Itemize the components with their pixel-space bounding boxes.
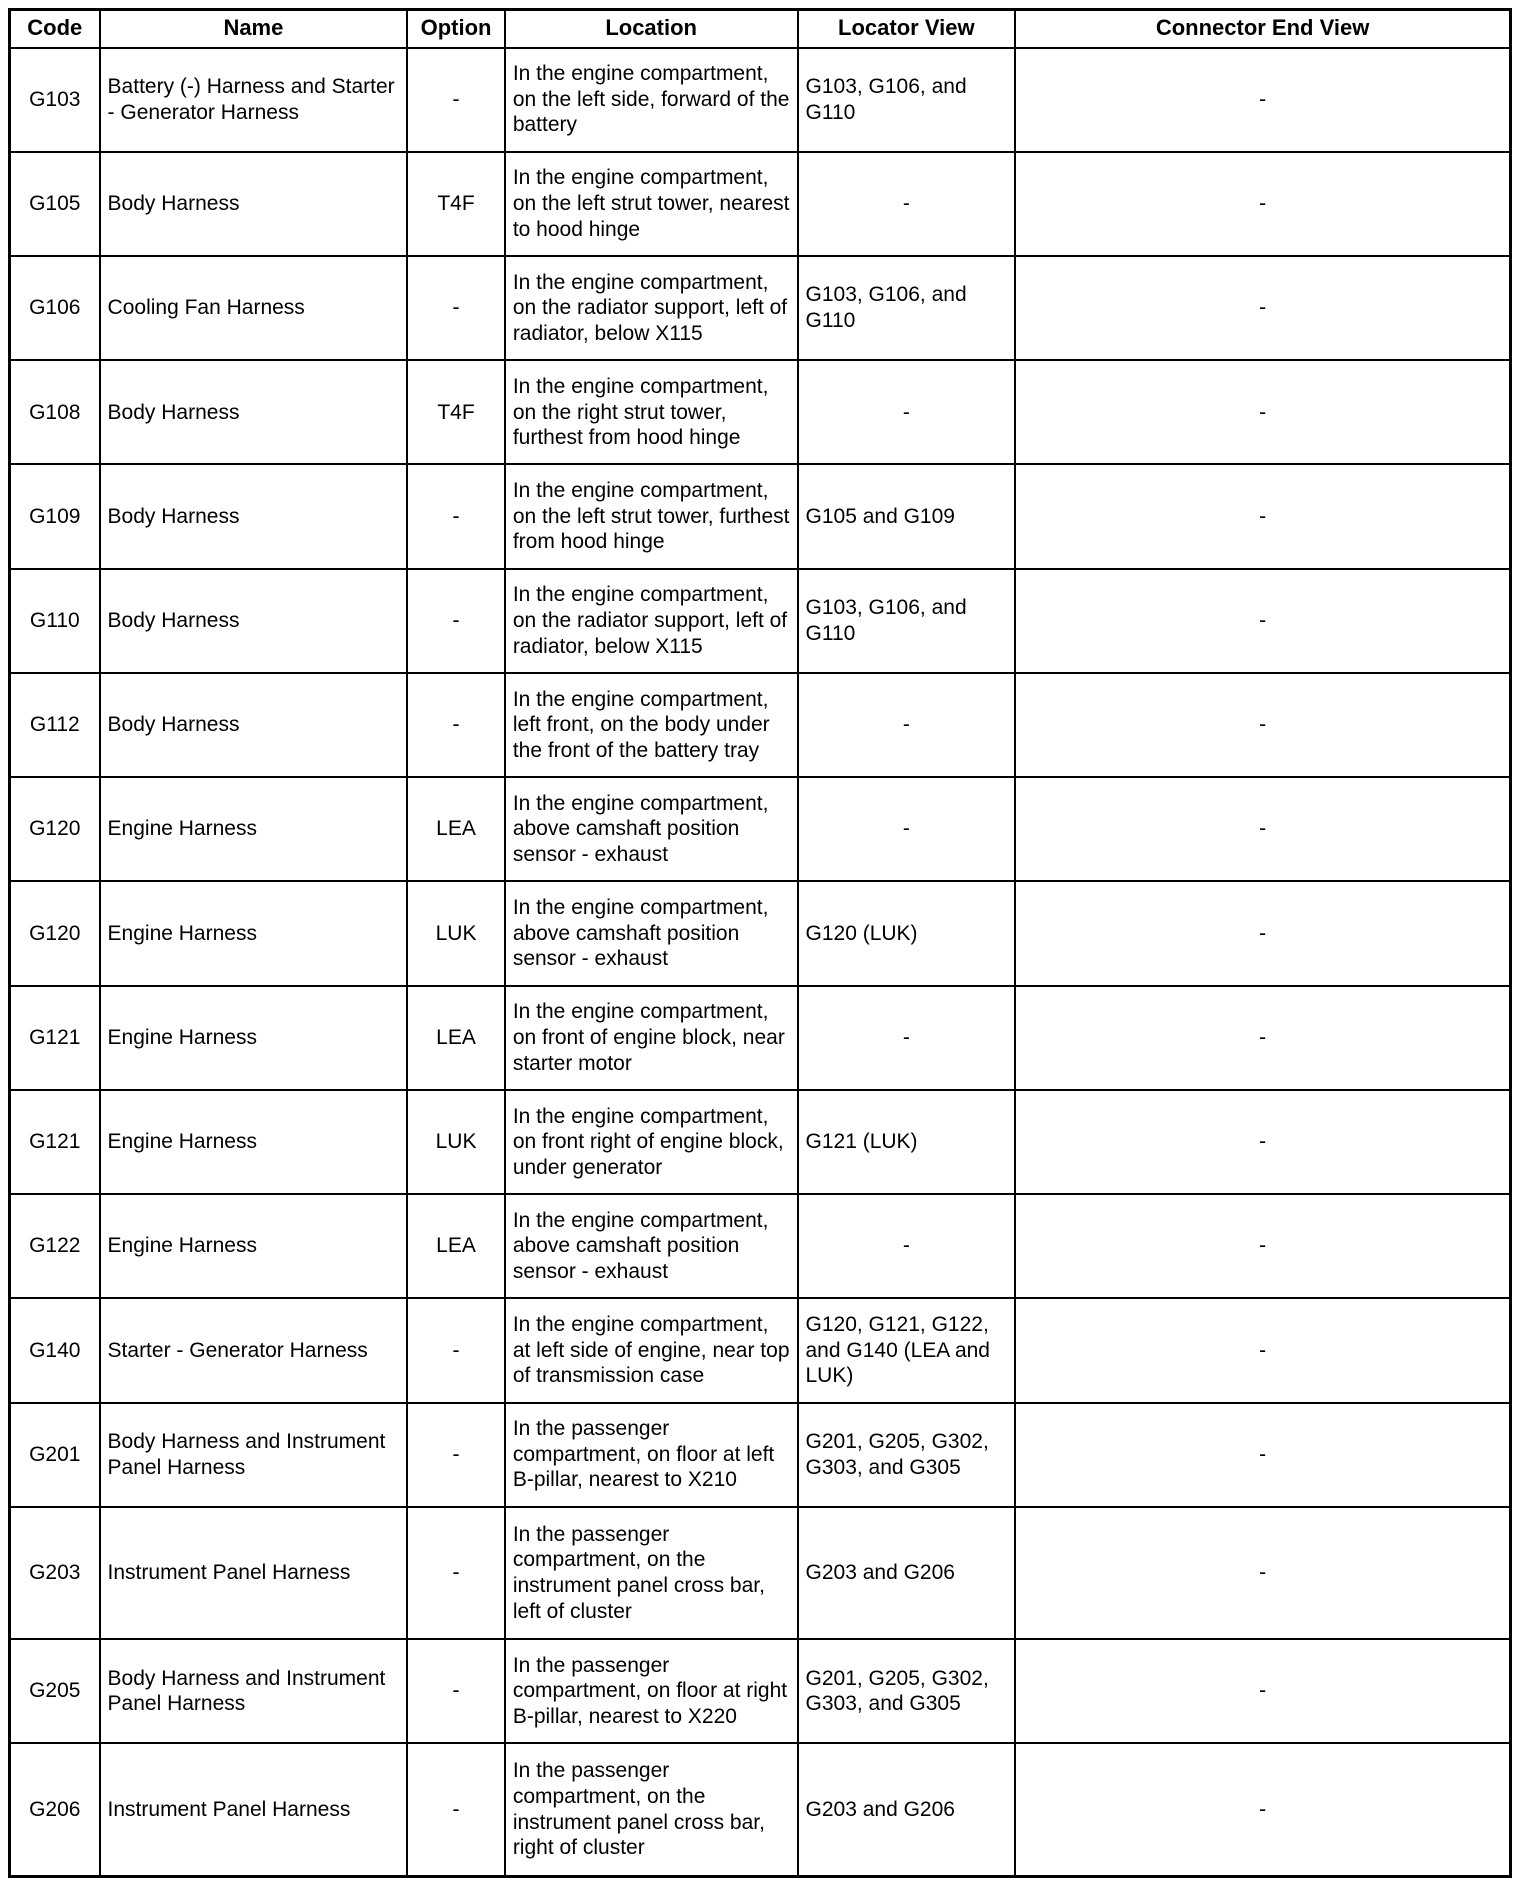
cell-locator-view: G203 and G206 (798, 1507, 1016, 1639)
cell-locator-view: G103, G106, and G110 (798, 256, 1016, 360)
cell-code: G105 (10, 152, 100, 256)
table-row (10, 986, 1511, 1090)
cell-name: Engine Harness (100, 1194, 408, 1298)
cell-location: In the passenger compartment, on floor at left B-pillar, nearest to X210 (505, 1403, 798, 1507)
table-row (10, 256, 1511, 360)
table-row (10, 569, 1511, 673)
cell-locator-view: - (798, 360, 1016, 464)
column-header-locator-view: Locator View (798, 10, 1016, 48)
cell-code: G112 (10, 673, 100, 777)
cell-connector-end-view: - (1015, 986, 1510, 1090)
table-row (10, 673, 1511, 777)
cell-location: In the engine compartment, on the radiator support, left of radiator, below X115 (505, 256, 798, 360)
cell-name: Body Harness (100, 464, 408, 568)
cell-code: G108 (10, 360, 100, 464)
cell-option: LUK (407, 1090, 505, 1194)
cell-locator-view: G201, G205, G302, G303, and G305 (798, 1403, 1016, 1507)
cell-option: LEA (407, 986, 505, 1090)
cell-name: Engine Harness (100, 881, 408, 985)
cell-name: Instrument Panel Harness (100, 1743, 408, 1876)
cell-location: In the engine compartment, above camshaft position sensor - exhaust (505, 881, 798, 985)
table-header (10, 10, 1511, 48)
cell-location: In the passenger compartment, on the instrument panel cross bar, left of cluster (505, 1507, 798, 1639)
table-row (10, 1194, 1511, 1298)
cell-code: G205 (10, 1639, 100, 1743)
cell-connector-end-view: - (1015, 1507, 1510, 1639)
cell-connector-end-view: - (1015, 673, 1510, 777)
cell-code: G109 (10, 464, 100, 568)
cell-locator-view: - (798, 152, 1016, 256)
cell-option: - (407, 1507, 505, 1639)
table-row (10, 1639, 1511, 1743)
cell-locator-view: - (798, 777, 1016, 881)
cell-locator-view: G203 and G206 (798, 1743, 1016, 1876)
cell-location: In the engine compartment, on the right strut tower, furthest from hood hinge (505, 360, 798, 464)
table-row (10, 1403, 1511, 1507)
grounds-location-table (8, 8, 1512, 1878)
cell-name: Starter - Generator Harness (100, 1298, 408, 1402)
cell-connector-end-view: - (1015, 48, 1510, 152)
table-row (10, 1298, 1511, 1402)
table-row (10, 48, 1511, 152)
table-row (10, 1743, 1511, 1876)
cell-name: Body Harness and Instrument Panel Harness (100, 1639, 408, 1743)
cell-connector-end-view: - (1015, 464, 1510, 568)
cell-locator-view: G120, G121, G122, and G140 (LEA and LUK) (798, 1298, 1016, 1402)
cell-name: Body Harness (100, 673, 408, 777)
cell-option: T4F (407, 360, 505, 464)
cell-code: G121 (10, 1090, 100, 1194)
cell-name: Engine Harness (100, 1090, 408, 1194)
cell-option: - (407, 673, 505, 777)
cell-option: - (407, 256, 505, 360)
cell-locator-view: G201, G205, G302, G303, and G305 (798, 1639, 1016, 1743)
cell-name: Engine Harness (100, 986, 408, 1090)
cell-connector-end-view: - (1015, 1194, 1510, 1298)
cell-location: In the engine compartment, on the left strut tower, furthest from hood hinge (505, 464, 798, 568)
cell-code: G201 (10, 1403, 100, 1507)
cell-location: In the engine compartment, at left side of engine, near top of transmission case (505, 1298, 798, 1402)
cell-option: LEA (407, 1194, 505, 1298)
cell-locator-view: - (798, 986, 1016, 1090)
table-row (10, 881, 1511, 985)
cell-code: G120 (10, 777, 100, 881)
cell-locator-view: G121 (LUK) (798, 1090, 1016, 1194)
cell-code: G140 (10, 1298, 100, 1402)
cell-locator-view: G103, G106, and G110 (798, 569, 1016, 673)
cell-locator-view: - (798, 1194, 1016, 1298)
column-header-connector-end-view: Connector End View (1015, 10, 1510, 48)
cell-name: Body Harness (100, 569, 408, 673)
cell-location: In the passenger compartment, on the instrument panel cross bar, right of cluster (505, 1743, 798, 1876)
column-header-option: Option (407, 10, 505, 48)
cell-name: Instrument Panel Harness (100, 1507, 408, 1639)
cell-location: In the passenger compartment, on floor at right B-pillar, nearest to X220 (505, 1639, 798, 1743)
cell-locator-view: G103, G106, and G110 (798, 48, 1016, 152)
table-row (10, 152, 1511, 256)
cell-location: In the engine compartment, on the left side, forward of the battery (505, 48, 798, 152)
cell-name: Body Harness (100, 152, 408, 256)
header-row (10, 10, 1511, 48)
cell-name: Cooling Fan Harness (100, 256, 408, 360)
cell-code: G206 (10, 1743, 100, 1876)
cell-location: In the engine compartment, on the radiator support, left of radiator, below X115 (505, 569, 798, 673)
table-body (10, 48, 1511, 1877)
cell-name: Body Harness (100, 360, 408, 464)
cell-connector-end-view: - (1015, 152, 1510, 256)
cell-name: Body Harness and Instrument Panel Harness (100, 1403, 408, 1507)
column-header-name: Name (100, 10, 408, 48)
cell-connector-end-view: - (1015, 1090, 1510, 1194)
cell-location: In the engine compartment, above camshaft position sensor - exhaust (505, 1194, 798, 1298)
cell-connector-end-view: - (1015, 360, 1510, 464)
cell-code: G106 (10, 256, 100, 360)
cell-code: G110 (10, 569, 100, 673)
cell-locator-view: - (798, 673, 1016, 777)
cell-locator-view: G105 and G109 (798, 464, 1016, 568)
table-row (10, 1507, 1511, 1639)
cell-connector-end-view: - (1015, 1743, 1510, 1876)
cell-connector-end-view: - (1015, 881, 1510, 985)
cell-option: - (407, 1298, 505, 1402)
cell-location: In the engine compartment, left front, on the body under the front of the battery tray (505, 673, 798, 777)
cell-name: Engine Harness (100, 777, 408, 881)
column-header-code: Code (10, 10, 100, 48)
cell-code: G121 (10, 986, 100, 1090)
table-row (10, 777, 1511, 881)
cell-locator-view: G120 (LUK) (798, 881, 1016, 985)
cell-connector-end-view: - (1015, 1639, 1510, 1743)
cell-location: In the engine compartment, on front of engine block, near starter motor (505, 986, 798, 1090)
cell-option: - (407, 464, 505, 568)
cell-option: - (407, 48, 505, 152)
cell-code: G203 (10, 1507, 100, 1639)
cell-option: T4F (407, 152, 505, 256)
cell-code: G103 (10, 48, 100, 152)
cell-connector-end-view: - (1015, 1298, 1510, 1402)
cell-code: G122 (10, 1194, 100, 1298)
cell-connector-end-view: - (1015, 256, 1510, 360)
table-row (10, 1090, 1511, 1194)
cell-connector-end-view: - (1015, 569, 1510, 673)
cell-option: - (407, 1403, 505, 1507)
table-row (10, 464, 1511, 568)
cell-connector-end-view: - (1015, 777, 1510, 881)
cell-location: In the engine compartment, on the left strut tower, nearest to hood hinge (505, 152, 798, 256)
cell-option: LEA (407, 777, 505, 881)
cell-name: Battery (-) Harness and Starter - Generator Harness (100, 48, 408, 152)
cell-location: In the engine compartment, on front right of engine block, under generator (505, 1090, 798, 1194)
cell-option: - (407, 569, 505, 673)
cell-connector-end-view: - (1015, 1403, 1510, 1507)
cell-option: LUK (407, 881, 505, 985)
column-header-location: Location (505, 10, 798, 48)
cell-option: - (407, 1639, 505, 1743)
cell-location: In the engine compartment, above camshaft position sensor - exhaust (505, 777, 798, 881)
table-row (10, 360, 1511, 464)
cell-option: - (407, 1743, 505, 1876)
cell-code: G120 (10, 881, 100, 985)
